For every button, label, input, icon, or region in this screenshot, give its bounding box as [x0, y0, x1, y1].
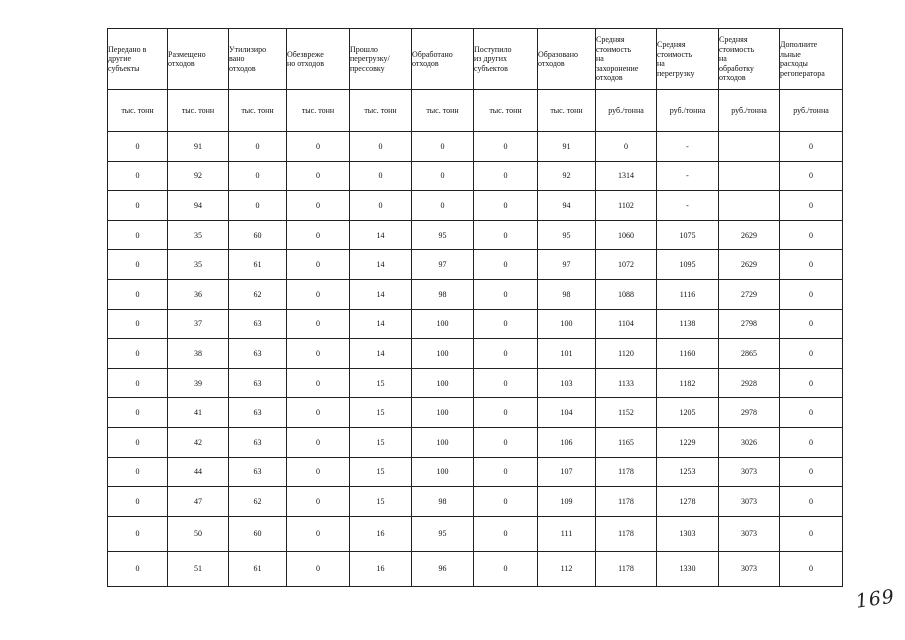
table-cell: 1314 [596, 161, 657, 191]
table-cell: 0 [108, 487, 168, 517]
table-cell: 39 [168, 368, 229, 398]
column-header-line: отходов [412, 59, 439, 68]
table-cell: 100 [412, 427, 474, 457]
table-cell: 0 [780, 516, 843, 551]
column-header-line: отходов [719, 73, 746, 83]
unit-cell: тыс. тонн [168, 90, 229, 132]
table-cell: 0 [474, 220, 538, 250]
table-cell: 2928 [719, 368, 780, 398]
table-cell: 95 [412, 220, 474, 250]
table-cell: 0 [474, 191, 538, 221]
column-header-line: стоимость [596, 44, 632, 54]
table-cell: 94 [538, 191, 596, 221]
table-cell: 14 [350, 309, 412, 339]
column-header-line: отходов [538, 59, 565, 68]
table-cell: 91 [538, 132, 596, 162]
column-header-line: перегрузку [657, 68, 695, 78]
table-cell: 0 [412, 161, 474, 191]
table-cell: 0 [474, 132, 538, 162]
column-header-line: Обезвреже [287, 49, 324, 59]
table-cell: 0 [287, 398, 350, 428]
table-cell: 2629 [719, 250, 780, 280]
table-row [108, 279, 843, 309]
table-cell: 14 [350, 250, 412, 280]
table-cell: 0 [474, 457, 538, 487]
table-cell: 0 [350, 132, 412, 162]
column-header-line: отходов [596, 73, 623, 83]
table-cell: 92 [168, 161, 229, 191]
table-cell: 1104 [596, 309, 657, 339]
table-cell: 100 [412, 309, 474, 339]
column-header-line: регоператора [780, 68, 825, 78]
table-cell: 15 [350, 398, 412, 428]
table-cell: 62 [229, 487, 287, 517]
table-cell: 61 [229, 250, 287, 280]
table-cell: 38 [168, 339, 229, 369]
table-cell: 0 [474, 279, 538, 309]
table-row [108, 220, 843, 250]
table-cell: 3073 [719, 516, 780, 551]
table-body [108, 132, 843, 587]
unit-cell: руб./тонна [719, 90, 780, 132]
table-cell: - [657, 161, 719, 191]
table-cell: 0 [108, 398, 168, 428]
table-cell: 15 [350, 368, 412, 398]
waste-data-table [107, 28, 843, 587]
table-cell: 0 [229, 132, 287, 162]
table-cell: 0 [108, 457, 168, 487]
table-cell: 0 [287, 279, 350, 309]
table-cell: 16 [350, 516, 412, 551]
table-cell: 98 [412, 487, 474, 517]
table-cell: 0 [287, 309, 350, 339]
unit-cell: тыс. тонн [412, 90, 474, 132]
table-cell: 0 [229, 191, 287, 221]
table-cell: 0 [780, 250, 843, 280]
table-cell: 2798 [719, 309, 780, 339]
table-cell: 112 [538, 551, 596, 586]
table-cell: 0 [287, 427, 350, 457]
table-cell: 0 [108, 132, 168, 162]
column-header-line: Прошло [350, 44, 378, 54]
table-cell: 0 [474, 427, 538, 457]
table-cell: 0 [474, 551, 538, 586]
table-cell: 1060 [596, 220, 657, 250]
table-cell: 95 [538, 220, 596, 250]
table-cell: 0 [229, 161, 287, 191]
table-row [108, 339, 843, 369]
table-cell: 0 [287, 132, 350, 162]
table-cell: 95 [412, 516, 474, 551]
table-cell: 0 [474, 398, 538, 428]
table-cell: - [657, 191, 719, 221]
table-cell: 2729 [719, 279, 780, 309]
column-header [168, 29, 229, 90]
table-cell: 0 [474, 161, 538, 191]
column-header-line: расходы [780, 59, 808, 68]
table-cell: 0 [108, 339, 168, 369]
table-cell: 63 [229, 339, 287, 369]
table-cell: 1182 [657, 368, 719, 398]
column-header-line: перегрузку/ [350, 54, 390, 64]
table-cell: 1160 [657, 339, 719, 369]
unit-cell: руб./тонна [657, 90, 719, 132]
column-header-line: отходов [229, 63, 256, 73]
table-row [108, 191, 843, 221]
table-cell: 94 [168, 191, 229, 221]
table-cell: 35 [168, 220, 229, 250]
table-cell: 0 [108, 551, 168, 586]
table-row [108, 457, 843, 487]
page-number: 169 [854, 585, 897, 613]
unit-cell: руб./тонна [596, 90, 657, 132]
table-cell: 100 [412, 339, 474, 369]
column-header-line: прессовку [350, 63, 385, 73]
table-row [108, 161, 843, 191]
table-cell: 100 [412, 368, 474, 398]
table-cell: 44 [168, 457, 229, 487]
column-header [596, 29, 657, 90]
table-cell: 1278 [657, 487, 719, 517]
table-cell: 1152 [596, 398, 657, 428]
table-cell: 1253 [657, 457, 719, 487]
table-cell: 0 [412, 132, 474, 162]
table-cell [719, 191, 780, 221]
table-cell: 0 [108, 309, 168, 339]
column-header-line: Дополните [780, 40, 818, 49]
table-row [108, 516, 843, 551]
table-cell: 1120 [596, 339, 657, 369]
table-row [108, 309, 843, 339]
table-cell: 103 [538, 368, 596, 398]
table-cell: 0 [108, 191, 168, 221]
column-header-line: стоимость [719, 44, 755, 54]
table-cell: 111 [538, 516, 596, 551]
column-header-line: вано [229, 54, 245, 64]
column-header-line: стоимость [657, 49, 693, 59]
table-cell: 0 [596, 132, 657, 162]
table-cell: 2865 [719, 339, 780, 369]
unit-cell: тыс. тонн [108, 90, 168, 132]
table-cell: 0 [474, 309, 538, 339]
column-header [412, 29, 474, 90]
table-cell: 0 [287, 368, 350, 398]
table-cell: 0 [474, 516, 538, 551]
table-cell: 0 [108, 368, 168, 398]
table-cell: 97 [538, 250, 596, 280]
table-cell: 0 [780, 339, 843, 369]
table-cell: 42 [168, 427, 229, 457]
table-cell: 0 [412, 191, 474, 221]
table-cell: 0 [780, 551, 843, 586]
table-cell: 0 [780, 309, 843, 339]
table-cell: 1138 [657, 309, 719, 339]
table-cell: 96 [412, 551, 474, 586]
unit-cell: тыс. тонн [229, 90, 287, 132]
column-header-line: на [596, 54, 604, 64]
table-cell: 1116 [657, 279, 719, 309]
column-header-line: Утилизиро [229, 44, 267, 54]
column-header-line: Средняя [657, 40, 686, 49]
table-cell: 63 [229, 309, 287, 339]
table-cell: 60 [229, 516, 287, 551]
table-cell: 0 [474, 487, 538, 517]
column-header-line: отходов [168, 59, 195, 68]
table-cell: 92 [538, 161, 596, 191]
column-header-line: но отходов [287, 59, 324, 68]
table-cell: 1072 [596, 250, 657, 280]
table-cell: 15 [350, 487, 412, 517]
table-cell: 1178 [596, 457, 657, 487]
table-cell: 0 [780, 487, 843, 517]
table-cell [719, 132, 780, 162]
table-cell: 97 [412, 250, 474, 280]
table-cell: 63 [229, 427, 287, 457]
table-cell: 109 [538, 487, 596, 517]
header-row [108, 29, 843, 90]
table-cell: 0 [780, 279, 843, 309]
table-cell: 1205 [657, 398, 719, 428]
table-cell: 14 [350, 339, 412, 369]
table-cell: 37 [168, 309, 229, 339]
table-row [108, 132, 843, 162]
table-cell: 0 [108, 250, 168, 280]
table-cell: 0 [287, 161, 350, 191]
table-cell: 1178 [596, 516, 657, 551]
table-cell: 91 [168, 132, 229, 162]
table-cell: 3073 [719, 487, 780, 517]
table-row [108, 427, 843, 457]
table-cell: 1303 [657, 516, 719, 551]
unit-cell: тыс. тонн [350, 90, 412, 132]
table-cell: 0 [780, 457, 843, 487]
table-cell: 15 [350, 427, 412, 457]
table-cell: 107 [538, 457, 596, 487]
table-cell: 63 [229, 398, 287, 428]
column-header-line: Поступило [474, 44, 512, 54]
table-cell: 2629 [719, 220, 780, 250]
table-cell: 2978 [719, 398, 780, 428]
table-cell: 0 [287, 457, 350, 487]
table-cell: 63 [229, 368, 287, 398]
table-cell: 1165 [596, 427, 657, 457]
table-cell [719, 161, 780, 191]
column-header-line: из других [474, 54, 507, 64]
column-header-line: Средняя [596, 35, 625, 45]
table-cell: 0 [108, 161, 168, 191]
table-cell: 0 [780, 427, 843, 457]
table-cell: 0 [474, 368, 538, 398]
column-header-line: другие [108, 54, 132, 64]
column-header [474, 29, 538, 90]
table-cell: 0 [108, 427, 168, 457]
table-cell: 3073 [719, 551, 780, 586]
column-header-line: Средняя [719, 35, 748, 45]
column-header-line: обработку [719, 63, 754, 73]
table-cell: 41 [168, 398, 229, 428]
table-cell: 0 [474, 250, 538, 280]
table-cell: 36 [168, 279, 229, 309]
column-header-line: на [719, 54, 727, 64]
table-cell: 15 [350, 457, 412, 487]
column-header [108, 29, 168, 90]
column-header-line: Передано в [108, 44, 147, 54]
table-cell: 0 [780, 161, 843, 191]
table-row [108, 398, 843, 428]
column-header [229, 29, 287, 90]
table-cell: 1133 [596, 368, 657, 398]
table-cell: 51 [168, 551, 229, 586]
table-cell: 0 [780, 132, 843, 162]
table-cell: 0 [780, 191, 843, 221]
table-cell: 98 [538, 279, 596, 309]
column-header-line: субъектов [474, 63, 508, 73]
unit-cell: руб./тонна [780, 90, 843, 132]
table-cell: 63 [229, 457, 287, 487]
table-cell: 0 [780, 398, 843, 428]
table-cell: 0 [108, 220, 168, 250]
table-cell: 101 [538, 339, 596, 369]
column-header [657, 29, 719, 90]
column-header [780, 29, 843, 90]
table-cell: 16 [350, 551, 412, 586]
table-cell: 1178 [596, 487, 657, 517]
table-cell: 1088 [596, 279, 657, 309]
table-cell: 3073 [719, 457, 780, 487]
table-cell: 0 [108, 279, 168, 309]
table-cell: 1330 [657, 551, 719, 586]
table-cell: 0 [287, 516, 350, 551]
table-cell: 1095 [657, 250, 719, 280]
table-cell: 0 [287, 220, 350, 250]
table-cell: 14 [350, 279, 412, 309]
table-cell: 35 [168, 250, 229, 280]
table-cell: 100 [412, 457, 474, 487]
column-header-line: субъекты [108, 63, 140, 73]
table-cell: - [657, 132, 719, 162]
table-cell: 0 [287, 551, 350, 586]
table-cell: 1229 [657, 427, 719, 457]
unit-cell: тыс. тонн [538, 90, 596, 132]
table-cell: 0 [780, 220, 843, 250]
table-cell: 50 [168, 516, 229, 551]
table-cell: 14 [350, 220, 412, 250]
column-header-line: Обработано [412, 49, 453, 59]
unit-cell: тыс. тонн [474, 90, 538, 132]
table-cell: 60 [229, 220, 287, 250]
table-cell: 106 [538, 427, 596, 457]
table-cell: 1178 [596, 551, 657, 586]
table-cell: 0 [474, 339, 538, 369]
column-header-line: льные [780, 49, 801, 59]
table-cell: 0 [780, 368, 843, 398]
unit-cell: тыс. тонн [287, 90, 350, 132]
table-cell: 0 [287, 250, 350, 280]
table-row [108, 368, 843, 398]
table-row [108, 487, 843, 517]
table-row [108, 250, 843, 280]
table-cell: 100 [538, 309, 596, 339]
column-header [287, 29, 350, 90]
table-cell: 0 [287, 487, 350, 517]
table-cell: 61 [229, 551, 287, 586]
column-header [719, 29, 780, 90]
table-cell: 0 [287, 339, 350, 369]
table-cell: 98 [412, 279, 474, 309]
table-cell: 47 [168, 487, 229, 517]
column-header-line: на [657, 59, 665, 68]
table-cell: 3026 [719, 427, 780, 457]
unit-row [108, 90, 843, 132]
table-row [108, 551, 843, 586]
table-cell: 62 [229, 279, 287, 309]
column-header [538, 29, 596, 90]
column-header [350, 29, 412, 90]
table-cell: 0 [350, 161, 412, 191]
table-cell: 0 [287, 191, 350, 221]
table-cell: 100 [412, 398, 474, 428]
column-header-line: Размещено [168, 49, 206, 59]
table-cell: 1075 [657, 220, 719, 250]
table-cell: 1102 [596, 191, 657, 221]
table-cell: 0 [350, 191, 412, 221]
column-header-line: Образовано [538, 49, 579, 59]
table-cell: 104 [538, 398, 596, 428]
column-header-line: захоронение [596, 63, 639, 73]
table-cell: 0 [108, 516, 168, 551]
